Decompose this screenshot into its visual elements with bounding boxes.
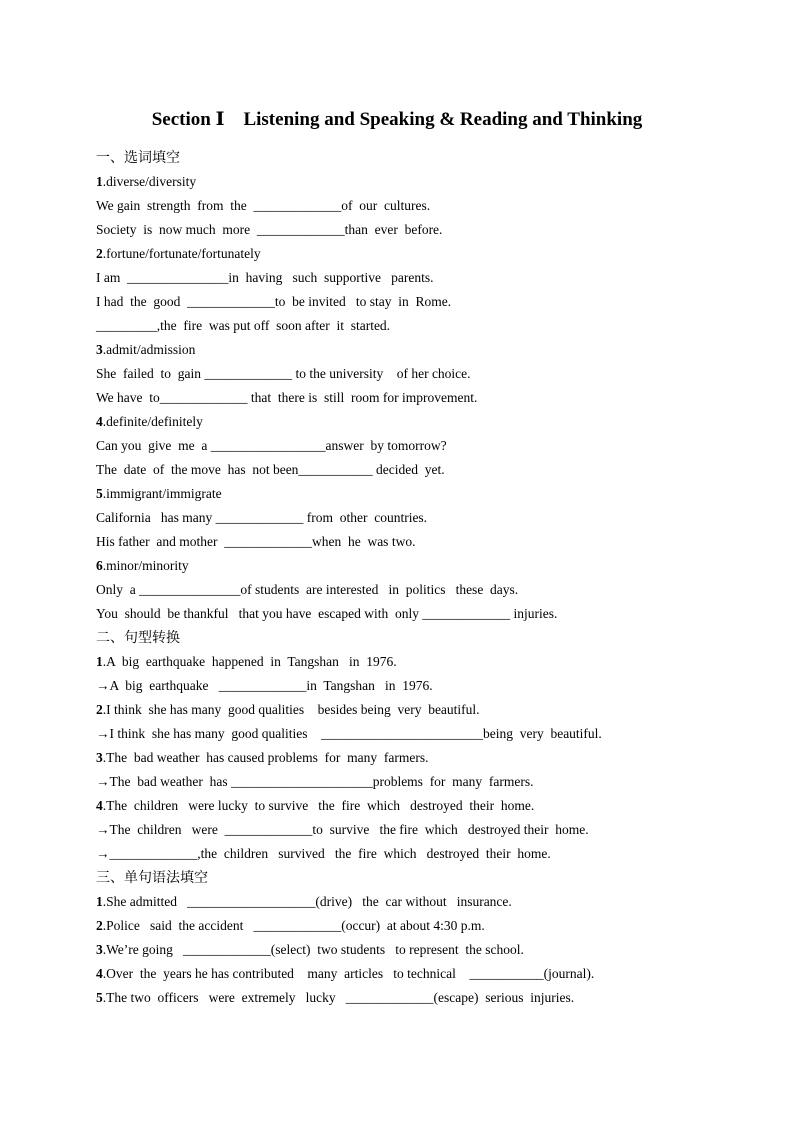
section-heading: 二、句型转换 [96,630,180,646]
exercise-sentence: →The children were _____________to survive the fire which destroyed their home. [96,822,589,837]
item-number: 4 [96,798,103,813]
exercise-content [96,146,736,1010]
exercise-item [96,650,736,674]
exercise-item [96,338,736,362]
item-text: .immigrant/immigrate [102,486,222,501]
item-number: 1 [96,894,103,909]
exercise-item [96,794,736,818]
exercise-item [96,890,736,914]
exercise-item [96,914,736,938]
item-number: 4 [96,966,103,981]
exercise-item [96,938,736,962]
item-text: .admit/admission [102,342,196,357]
exercise-sentence: I had the good _____________to be invited to stay in Rome. [96,294,452,309]
item-number: 3 [96,750,103,765]
item-text: .The two officers were extremely lucky _____________(escape) serious injuries. [102,990,575,1005]
item-number: 4 [96,414,103,429]
item-text: .Police said the accident _____________(occur) at about 4:30 p.m. [102,918,485,933]
item-text: .minor/minority [102,558,189,573]
exercise-sentence: Only a _______________of students are interested in politics these days. [96,582,519,597]
section-heading: 一、选词填空 [96,150,180,166]
exercise-sentence: The date of the move has not been___________ decided yet. [96,462,445,477]
item-text: .Over the years he has contributed many articles to technical ___________(journal). [102,966,595,981]
exercise-sentence: →The bad weather has _____________________problems for many farmers. [96,774,534,789]
item-number: 3 [96,342,103,357]
exercise-sentence: →A big earthquake _____________in Tangshan in 1976. [96,678,433,693]
item-text: .I think she has many good qualities besides being very beautiful. [102,702,480,717]
exercise-sentence: You should be thankful that you have escaped with only _____________ injuries. [96,606,558,621]
section-heading: 三、单句语法填空 [96,870,208,886]
item-number: 5 [96,486,103,501]
item-number: 2 [96,246,103,261]
item-text: .A big earthquake happened in Tangshan in 1976. [102,654,397,669]
item-text: .The bad weather has caused problems for many farmers. [102,750,429,765]
exercise-sentence: _________,the fire was put off soon after it started. [96,318,391,333]
item-text: .She admitted ___________________(drive) the car without insurance. [102,894,512,909]
exercise-sentence: We gain strength from the _____________of our cultures. [96,198,431,213]
item-number: 1 [96,654,103,669]
exercise-sentence: His father and mother _____________when he was two. [96,534,416,549]
exercise-item [96,962,736,986]
exercise-item [96,746,736,770]
exercise-item [96,482,736,506]
item-number: 6 [96,558,103,573]
exercise-sentence: →I think she has many good qualities ________________________being very beautiful. [96,726,602,741]
item-text: .fortune/fortunate/fortunately [102,246,261,261]
item-text: .diverse/diversity [102,174,197,189]
exercise-sentence: I am _______________in having such supportive parents. [96,270,434,285]
item-number: 2 [96,702,103,717]
exercise-sentence: We have to_____________ that there is still room for improvement. [96,390,478,405]
item-number: 1 [96,174,103,189]
item-text: .definite/definitely [102,414,203,429]
exercise-item [96,698,736,722]
exercise-sentence: Society is now much more _____________than ever before. [96,222,443,237]
item-number: 2 [96,918,103,933]
item-number: 3 [96,942,103,957]
exercise-item [96,554,736,578]
exercise-sentence: She failed to gain _____________ to the university of her choice. [96,366,471,381]
exercise-sentence: →_____________,the children survived the fire which destroyed their home. [96,846,551,861]
item-number: 5 [96,990,103,1005]
item-text: .We’re going _____________(select) two students to represent the school. [102,942,524,957]
exercise-item [96,242,736,266]
page-title: Section Ⅰ Listening and Speaking & Reading and Thinking [151,109,643,130]
exercise-item [96,170,736,194]
exercise-sentence: California has many _____________ from other countries. [96,510,428,525]
exercise-item [96,986,736,1010]
item-text: .The children were lucky to survive the fire which destroyed their home. [102,798,535,813]
exercise-item [96,410,736,434]
exercise-sentence: Can you give me a _________________answer by tomorrow? [96,438,447,453]
